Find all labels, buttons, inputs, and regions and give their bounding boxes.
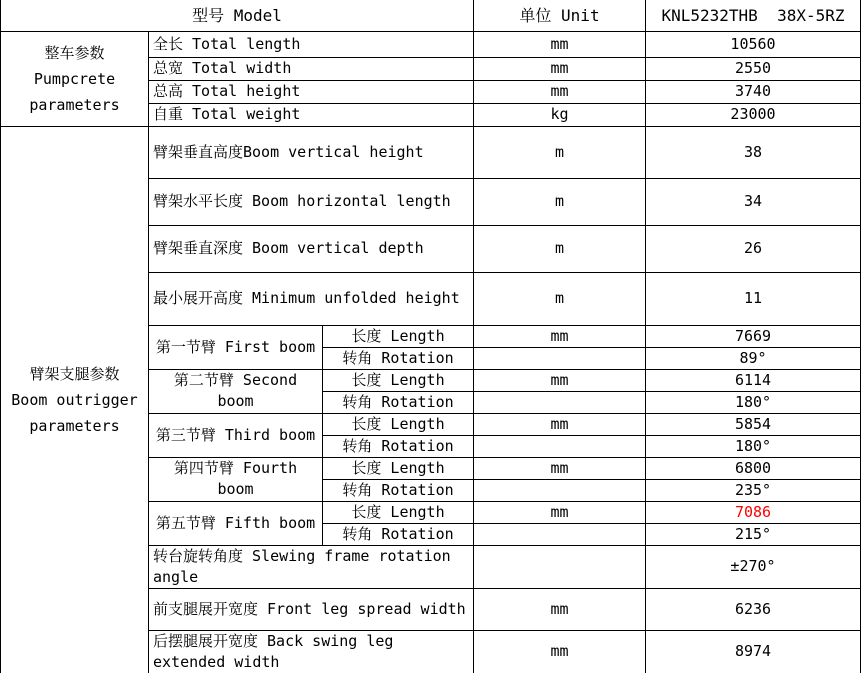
row-boom-vertical-height: [1, 126, 861, 178]
unit-cell: [474, 435, 646, 457]
rotation-label-cell: 转角 Rotation: [323, 479, 474, 501]
unit-cell: mm: [474, 630, 646, 673]
param-name-cell: 臂架垂直深度 Boom vertical depth: [149, 225, 474, 272]
value-cell: 6236: [646, 588, 861, 630]
param-name-cell: 前支腿展开宽度 Front leg spread width: [149, 588, 474, 630]
boom-name-cell: 第二节臂 Second boom: [149, 369, 323, 413]
unit-cell: [474, 347, 646, 369]
param-name-cell: 最小展开高度 Minimum unfolded height: [149, 272, 474, 325]
unit-cell: mm: [474, 80, 646, 103]
rotation-label-cell: 转角 Rotation: [323, 391, 474, 413]
param-name-cell: 臂架垂直高度Boom vertical height: [149, 126, 474, 178]
length-label-cell: 长度 Length: [323, 413, 474, 435]
value-cell: 23000: [646, 103, 861, 126]
unit-cell: m: [474, 225, 646, 272]
unit-cell: [474, 545, 646, 588]
value-cell: 10560: [646, 31, 861, 57]
unit-cell: mm: [474, 457, 646, 479]
value-cell: 180°: [646, 435, 861, 457]
param-name-cell: 全长 Total length: [149, 31, 474, 57]
unit-header-cell: 单位 Unit: [474, 0, 646, 31]
unit-cell: mm: [474, 588, 646, 630]
value-cell: 5854: [646, 413, 861, 435]
value-cell: 26: [646, 225, 861, 272]
param-name-cell: 自重 Total weight: [149, 103, 474, 126]
value-cell: 3740: [646, 80, 861, 103]
value-cell: 215°: [646, 523, 861, 545]
unit-cell: [474, 391, 646, 413]
section-line: 整车参数: [44, 43, 105, 62]
value-cell: 6800: [646, 457, 861, 479]
length-label-cell: 长度 Length: [323, 325, 474, 347]
unit-cell: mm: [474, 325, 646, 347]
unit-cell: m: [474, 126, 646, 178]
rotation-label-cell: 转角 Rotation: [323, 347, 474, 369]
unit-cell: m: [474, 272, 646, 325]
unit-cell: [474, 479, 646, 501]
boom-name-cell: 第一节臂 First boom: [149, 325, 323, 369]
header-row: [1, 0, 861, 31]
section-line: parameters: [29, 417, 120, 435]
value-cell: 89°: [646, 347, 861, 369]
value-cell-highlighted: 7086: [646, 501, 861, 523]
param-name-cell: 臂架水平长度 Boom horizontal length: [149, 178, 474, 225]
length-label-cell: 长度 Length: [323, 501, 474, 523]
rotation-label-cell: 转角 Rotation: [323, 435, 474, 457]
section-line: 臂架支腿参数: [29, 365, 120, 383]
section-line: parameters: [29, 95, 120, 114]
rotation-label-cell: 转角 Rotation: [323, 523, 474, 545]
value-cell: 7669: [646, 325, 861, 347]
boom-name-cell: 第五节臂 Fifth boom: [149, 501, 323, 545]
model-value-cell: KNL5232THB 38X-5RZ: [646, 0, 861, 31]
param-name-cell: 总宽 Total width: [149, 57, 474, 80]
section-boom-label: [1, 126, 149, 673]
boom-name-cell: 第三节臂 Third boom: [149, 413, 323, 457]
value-cell: 2550: [646, 57, 861, 80]
unit-cell: mm: [474, 31, 646, 57]
length-label-cell: 长度 Length: [323, 457, 474, 479]
length-label-cell: 长度 Length: [323, 369, 474, 391]
section-vehicle-label: [1, 31, 149, 126]
value-cell: 235°: [646, 479, 861, 501]
row-total-length: [1, 31, 861, 57]
value-cell: 11: [646, 272, 861, 325]
value-cell: 38: [646, 126, 861, 178]
boom-name-cell: 第四节臂 Fourth boom: [149, 457, 323, 501]
unit-cell: [474, 523, 646, 545]
value-cell: 180°: [646, 391, 861, 413]
param-name-cell: 转台旋转角度 Slewing frame rotation angle: [149, 545, 474, 588]
value-cell: 8974: [646, 630, 861, 673]
unit-cell: mm: [474, 57, 646, 80]
value-cell: 6114: [646, 369, 861, 391]
value-cell: ±270°: [646, 545, 861, 588]
value-cell: 34: [646, 178, 861, 225]
unit-cell: mm: [474, 369, 646, 391]
param-name-cell: 后摆腿展开宽度 Back swing leg extended width: [149, 630, 474, 673]
model-header-cell: 型号 Model: [1, 0, 474, 31]
section-line: Pumpcrete: [33, 69, 116, 88]
unit-cell: mm: [474, 413, 646, 435]
param-name-cell: 总高 Total height: [149, 80, 474, 103]
unit-cell: kg: [474, 103, 646, 126]
unit-cell: mm: [474, 501, 646, 523]
section-line: Boom outrigger: [11, 391, 138, 409]
unit-cell: m: [474, 178, 646, 225]
